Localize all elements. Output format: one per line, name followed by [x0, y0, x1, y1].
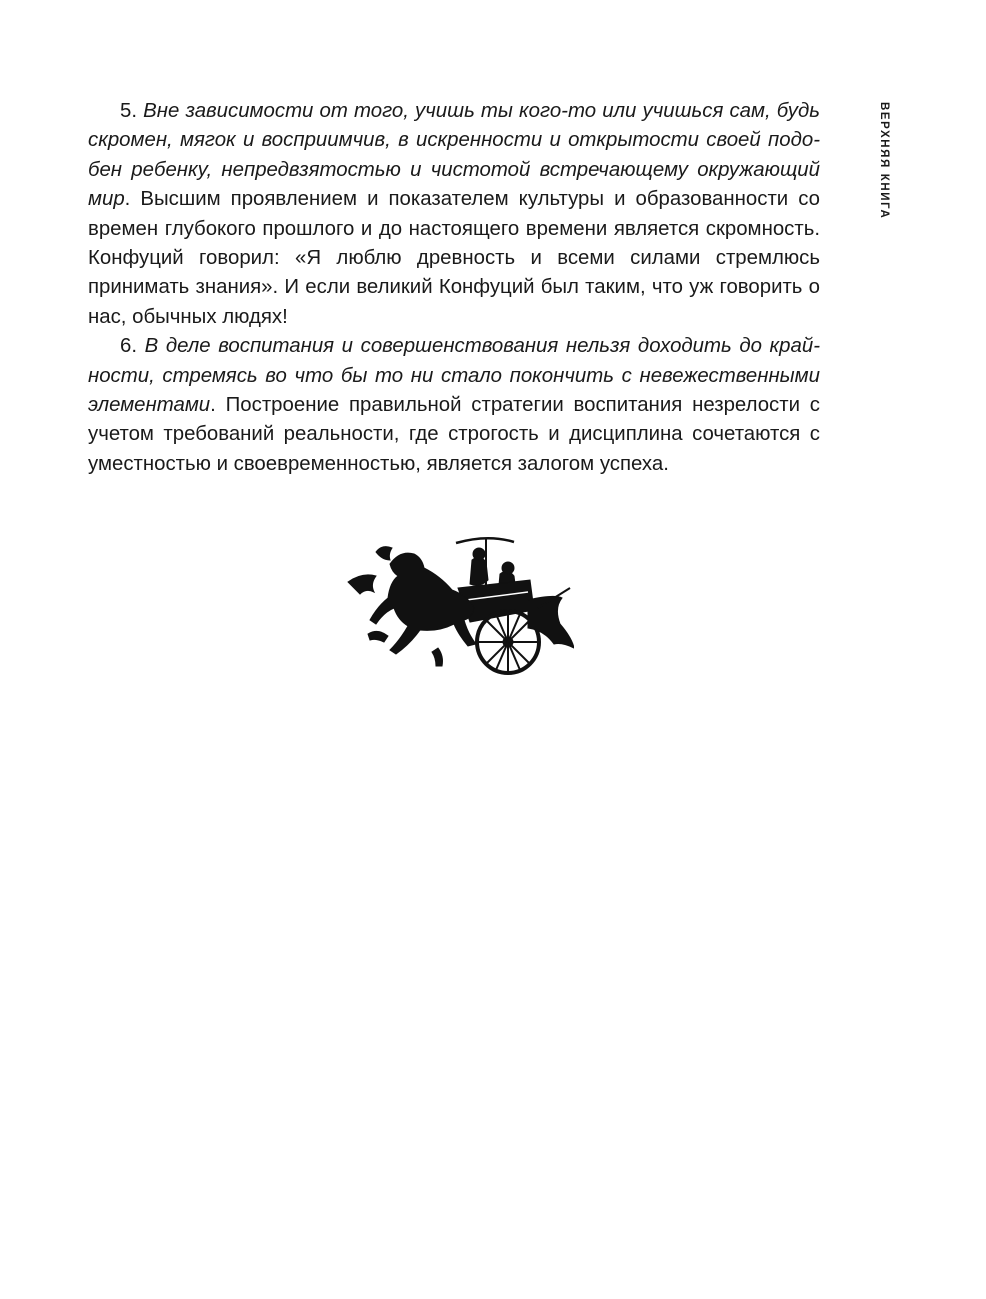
paragraph-body: . Высшим проявлением и показателем культуры и образованности со времен глубокого прошлого и до настоящего времени является скромность. Конфуций говорил: «Я люблю древность и всеми силами стремлюсь принимать знания». И если великий Конфуций был таким, что уж говорить о нас, обычных людях!	[88, 188, 820, 328]
italic-thesis: В деле воспитания и совершенствования нельзя доходить до крайности, стремясь во что бы то ни стало покончить с невежественными элементами	[88, 335, 820, 417]
paragraph-number: 6.	[120, 335, 138, 358]
running-head: ВЕРХНЯЯ КНИГА	[878, 102, 890, 220]
paragraph-body: . Построение правильной стратегии воспитания незрелости с учетом требований реальности, где строгость и дисциплина сочетаются с уместностью и своевременностью, является залогом успеха.	[88, 394, 820, 475]
main-text	[88, 97, 820, 479]
paragraph-number: 5.	[120, 100, 138, 122]
paragraph-6	[88, 332, 820, 479]
chariot-with-horse-icon	[338, 530, 574, 682]
paragraph-5	[88, 97, 820, 332]
italic-thesis: Вне зависимости от того, учишь ты кого-то или учишься сам, будь скромен, мягок и восприимчив, в искренности и открытости своей подобен ребенку, непредвзятостью и чистотой встречающему окружающий мир	[88, 100, 820, 211]
